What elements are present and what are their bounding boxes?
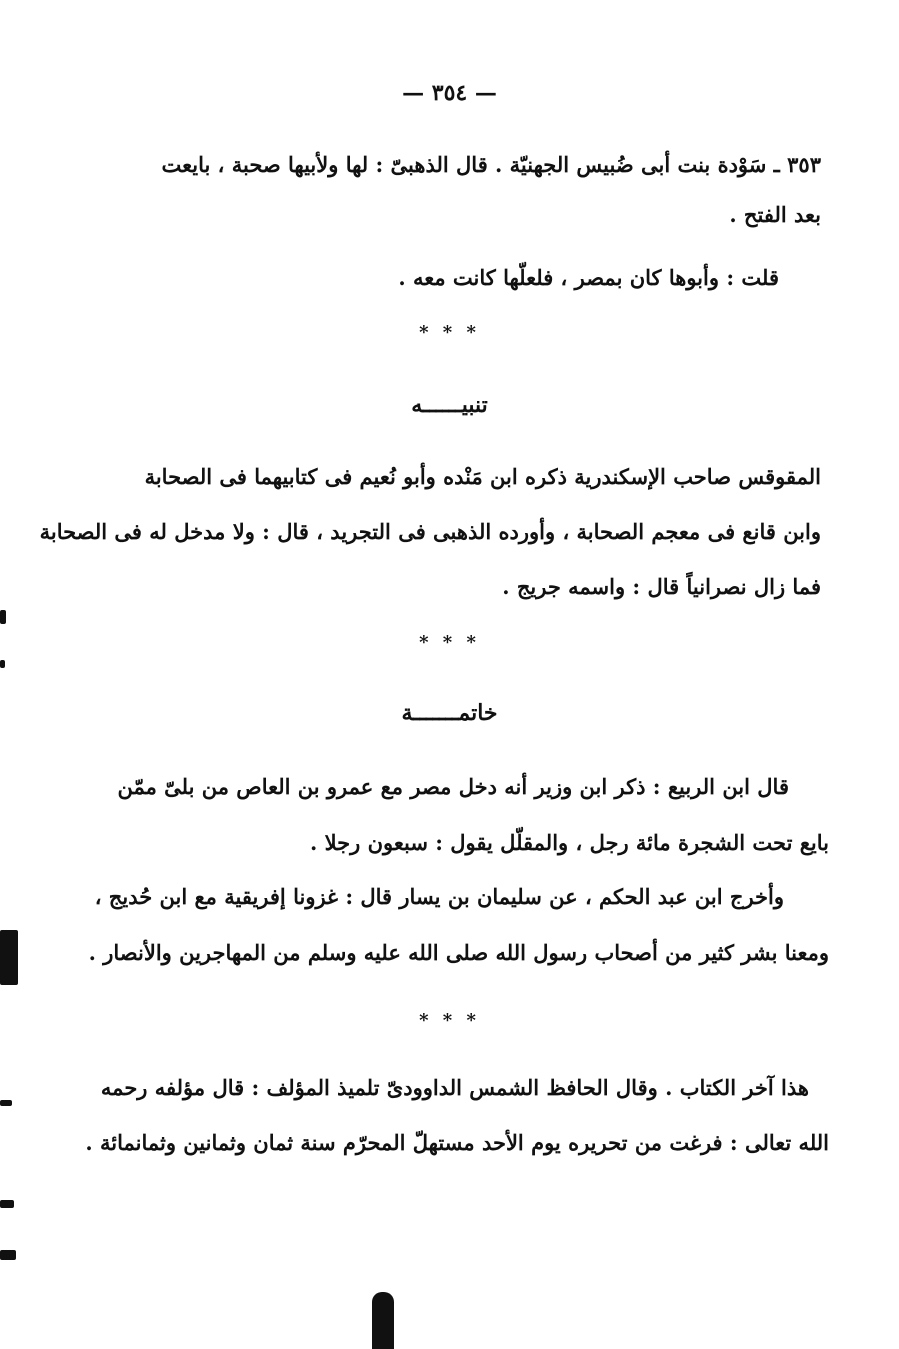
entry-line-2: بعد الفتح .	[729, 202, 821, 227]
tanbih-line-2: وابن قانع فى معجم الصحابة ، وأورده الذهبى فى التجريد ، قال : ولا مدخل له فى الصحابة	[39, 519, 821, 544]
scan-mark	[0, 930, 18, 985]
separator-stars-1: * * *	[419, 322, 480, 343]
khatima-line-2: بايع تحت الشجرة مائة رجل ، والمقلّل يقول : سبعون رجلا .	[310, 830, 829, 855]
page-number: — ٣٥٤ —	[402, 80, 497, 106]
separator-stars-3: * * *	[419, 1010, 480, 1031]
scan-mark	[0, 610, 6, 624]
khatima-line-4: ومعنا بشر كثير من أصحاب رسول الله صلى الله عليه وسلم من المهاجرين والأنصار .	[88, 940, 829, 965]
colophon-line-2: الله تعالى : فرغت من تحريره يوم الأحد مستهلّ المحرّم سنة ثمان وثمانين وثمانمائة .	[85, 1130, 829, 1155]
tanbih-line-1: المقوقس صاحب الإسكندرية ذكره ابن مَنْده وأبو نُعيم فى كتابيهما فى الصحابة	[144, 464, 821, 489]
scan-mark	[0, 660, 5, 668]
scan-mark	[0, 1100, 12, 1106]
scan-mark	[0, 1200, 14, 1208]
tanbih-line-3: فما زال نصرانياً قال : واسمه جريج .	[502, 574, 821, 599]
section-heading-tanbih: تنبيــــــه	[411, 392, 488, 418]
separator-stars-2: * * *	[419, 632, 480, 653]
section-heading-khatima: خاتمـــــــة	[401, 700, 498, 726]
entry-line-1: ٣٥٣ ـ سَوْدة بنت أبى ضُبيس الجهنيّة . قال الذهبىّ : لها ولأبيها صحبة ، بايعت	[161, 152, 821, 177]
entry-line-3: قلت : وأبوها كان بمصر ، فلعلّها كانت معه .	[398, 265, 779, 290]
scan-mark	[0, 1250, 16, 1260]
colophon-line-1: هذا آخر الكتاب . وقال الحافظ الشمس الداوودىّ تلميذ المؤلف : قال مؤلفه رحمه	[100, 1075, 809, 1100]
scan-mark	[372, 1292, 394, 1349]
khatima-line-3: وأخرج ابن عبد الحكم ، عن سليمان بن يسار قال : غزونا إفريقية مع ابن حُديج ،	[94, 884, 784, 909]
khatima-line-1: قال ابن الربيع : ذكر ابن وزير أنه دخل مصر مع عمرو بن العاص من بلىّ ممّن	[117, 774, 789, 799]
